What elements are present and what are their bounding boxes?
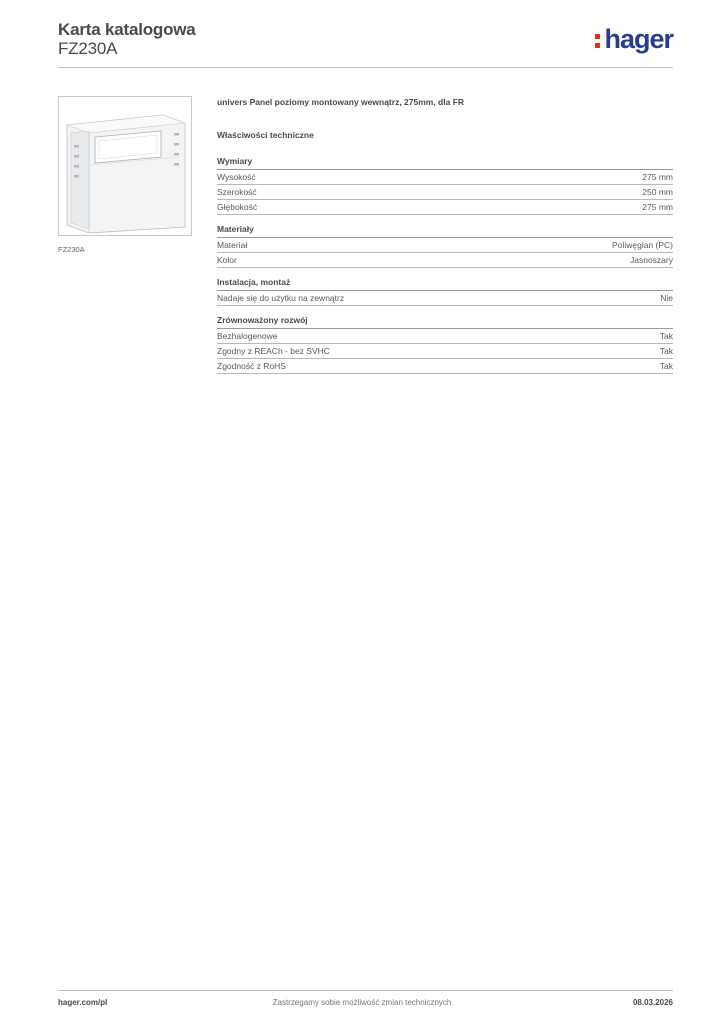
- spec-value: 275 mm: [642, 202, 673, 212]
- spec-label: Nadaje się do użytku na zewnątrz: [217, 293, 345, 303]
- spec-label: Zgodność z RoHS: [217, 361, 286, 371]
- image-caption: FZ230A: [58, 245, 85, 254]
- spec-label: Materiał: [217, 240, 248, 250]
- spec-value: 250 mm: [642, 187, 673, 197]
- spec-content: [217, 96, 673, 374]
- logo-text: hager: [604, 24, 673, 54]
- product-code: FZ230A: [58, 39, 118, 58]
- spec-row: [217, 291, 673, 306]
- footer-date: 08.03.2026: [632, 998, 673, 1007]
- spec-value: 275 mm: [642, 172, 673, 182]
- group-title-installation: Instalacja, montaż: [217, 277, 673, 291]
- group-title-sustainability: Zrównoważony rozwój: [217, 315, 673, 329]
- spec-row: [217, 200, 673, 215]
- footer-divider: [58, 990, 673, 991]
- spec-label: Szerokość: [217, 187, 257, 197]
- spec-row: [217, 170, 673, 185]
- spec-row: [217, 238, 673, 253]
- group-title-materials: Materiały: [217, 224, 673, 238]
- spec-label: Wysokość: [217, 172, 256, 182]
- spec-row: [217, 253, 673, 268]
- spec-label: Zgodny z REACh - bez SVHC: [217, 346, 330, 356]
- page-title: Karta katalogowa: [58, 20, 196, 39]
- group-title-dimensions: Wymiary: [217, 156, 673, 170]
- spec-row: [217, 185, 673, 200]
- spec-value: Tak: [659, 331, 673, 341]
- specs-heading: Właściwości techniczne: [217, 130, 314, 140]
- spec-label: Kolor: [217, 255, 237, 265]
- spec-value: Tak: [659, 361, 673, 371]
- header-divider: [58, 67, 673, 68]
- spec-value: Jasnoszary: [630, 255, 673, 265]
- spec-value: Poliwęglan (PC): [612, 240, 673, 250]
- logo-dots-icon: [595, 34, 600, 52]
- hager-logo[interactable]: [604, 26, 673, 53]
- spec-value: Nie: [660, 293, 673, 303]
- spec-value: Tak: [659, 346, 673, 356]
- spec-label: Głębokość: [217, 202, 258, 212]
- spec-row: [217, 329, 673, 344]
- product-image: [58, 96, 192, 236]
- panel-illustration-icon: [59, 97, 191, 235]
- spec-label: Bezhalogenowe: [217, 331, 278, 341]
- product-title: univers Panel poziomy montowany wewnątrz, 275mm, dla FR: [217, 97, 465, 107]
- footer-disclaimer: Zastrzegamy sobie możliwość zmian technicznych: [272, 998, 452, 1007]
- spec-row: [217, 359, 673, 374]
- spec-row: [217, 344, 673, 359]
- footer-website-link[interactable]: hager.com/pl: [58, 998, 108, 1007]
